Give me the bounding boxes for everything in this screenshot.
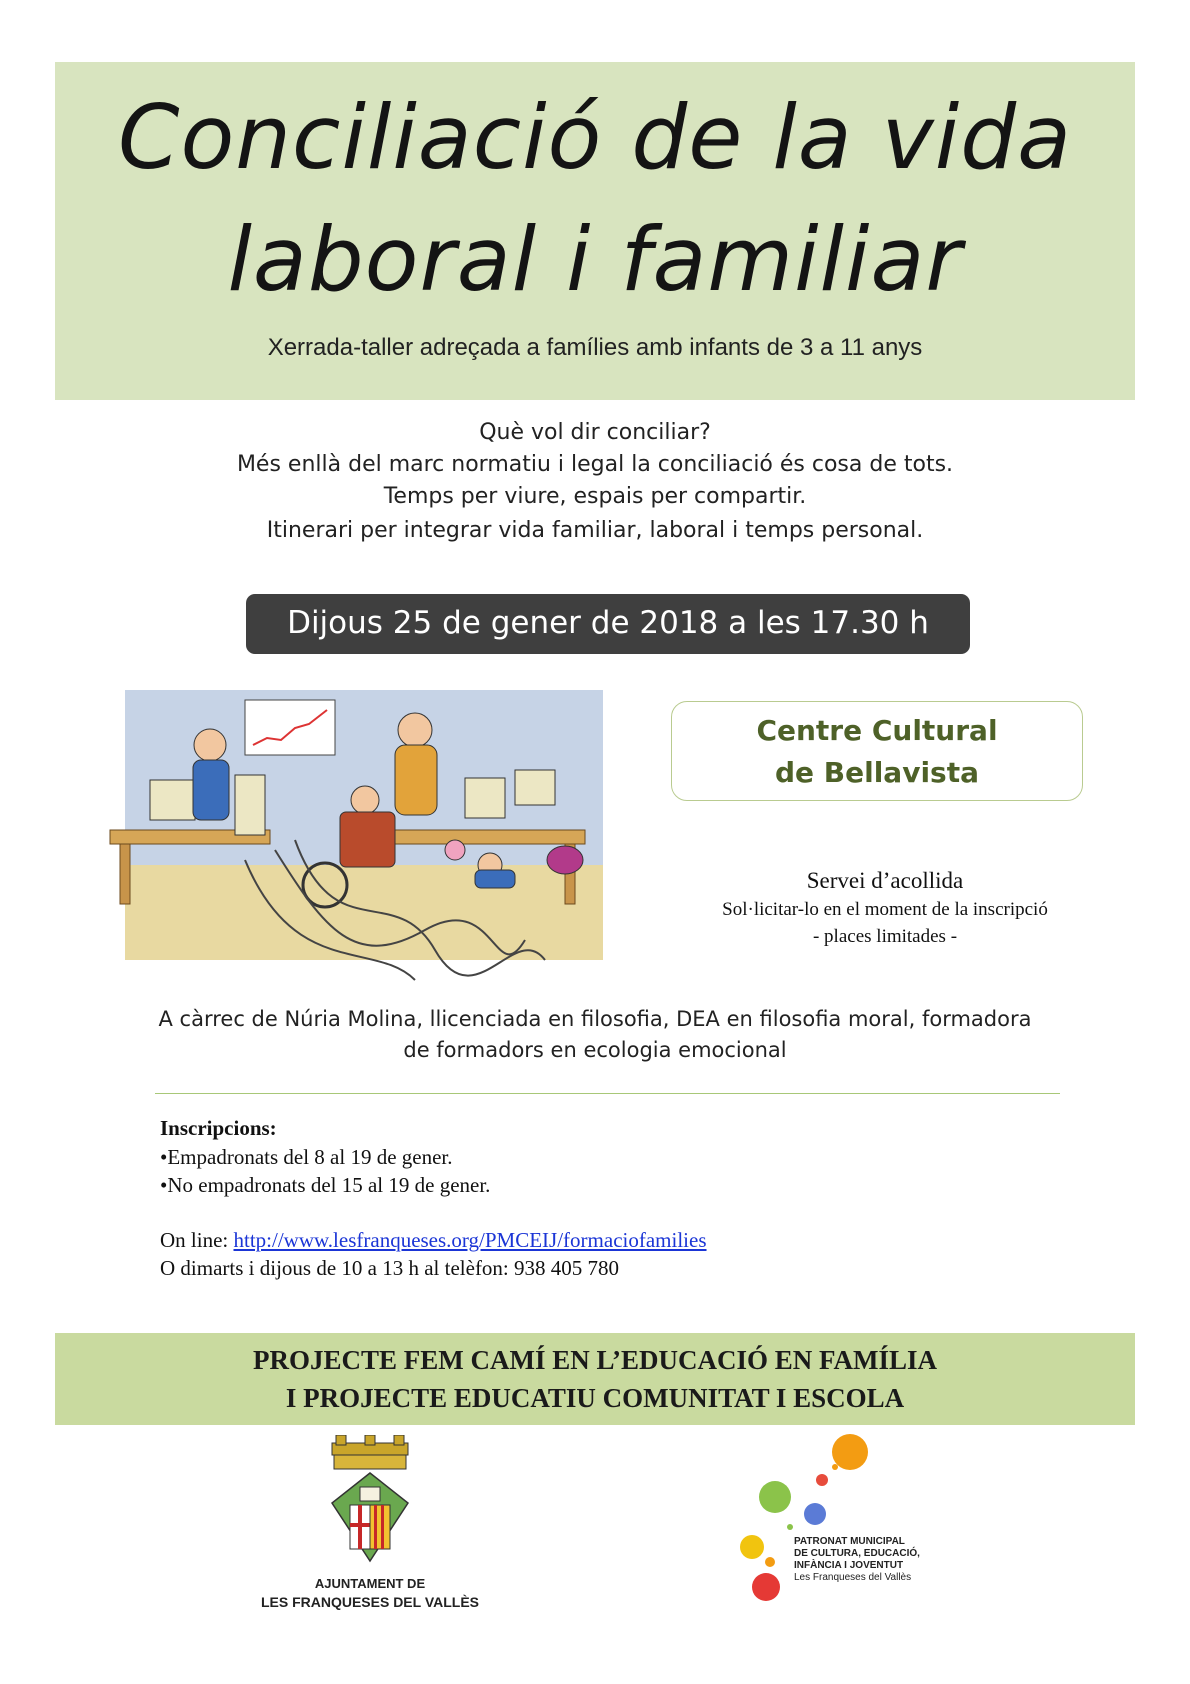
- intro-line: Què vol dir conciliar?: [479, 420, 711, 445]
- registration-item: •No empadronats del 15 al 19 de gener.: [160, 1173, 491, 1197]
- divider: [155, 1093, 1060, 1094]
- header-band: [55, 62, 1135, 400]
- online-registration: [160, 1228, 707, 1253]
- page-title: [55, 77, 1135, 321]
- subtitle: Xerrada-taller adreçada a famílies amb infants de 3 a 11 anys: [267, 334, 923, 361]
- registration-item: •Empadronats del 8 al 19 de gener.: [160, 1145, 453, 1169]
- venue-name: Centre Cultural: [756, 714, 998, 747]
- service-title: Servei d’acollida: [806, 868, 964, 893]
- title-line-1: Conciliació de la vida: [118, 86, 1072, 189]
- event-date: Dijous 25 de gener de 2018 a les 17.30 h: [287, 605, 929, 641]
- service-limit: - places limitades -: [812, 926, 958, 947]
- registration-heading: Inscripcions:: [160, 1116, 277, 1140]
- patronat-line: DE CULTURA, EDUCACIÓ,: [794, 1548, 920, 1559]
- patronat-text: [794, 1536, 920, 1584]
- patronat-line: INFÀNCIA I JOVENTUT: [794, 1560, 904, 1571]
- footer-line-1: PROJECTE FEM CAMÍ EN L’EDUCACIÓ EN FAMÍLIA: [252, 1345, 938, 1375]
- intro-line: Itinerari per integrar vida familiar, laboral i temps personal.: [266, 518, 924, 543]
- date-banner: [246, 594, 970, 654]
- patronat-line: Les Franqueses del Vallès: [794, 1572, 912, 1583]
- online-label: On line:: [160, 1228, 234, 1252]
- cartoon-illustration: [95, 690, 655, 995]
- ajuntament-line-2: LES FRANQUESES DEL VALLÈS: [260, 1594, 480, 1610]
- coat-of-arms-icon: [320, 1435, 420, 1565]
- speaker-info: [110, 1004, 1080, 1066]
- venue-location: de Bellavista: [775, 756, 979, 789]
- ajuntament-line-1: AJUNTAMENT DE: [314, 1576, 426, 1591]
- intro-line: Més enllà del marc normatiu i legal la conciliació és cosa de tots.: [236, 452, 954, 477]
- phone-info: O dimarts i dijous de 10 a 13 h al telèfon: 938 405 780: [160, 1256, 620, 1280]
- venue-box: [671, 701, 1083, 801]
- footer-line-2: I PROJECTE EDUCATIU COMUNITAT I ESCOLA: [285, 1383, 905, 1413]
- title-line-2: laboral i familiar: [227, 208, 963, 311]
- patronat-line: PATRONAT MUNICIPAL: [794, 1536, 905, 1547]
- footer-band: [55, 1333, 1135, 1425]
- registration-link[interactable]: http://www.lesfranqueses.org/PMCEIJ/formaciofamilies: [233, 1228, 707, 1252]
- service-note: Sol·licitar-lo en el moment de la inscripció: [722, 899, 1048, 920]
- speaker-line-2: de formadors en ecologia emocional: [403, 1038, 787, 1062]
- speaker-line-1: A càrrec de Núria Molina, llicenciada en filosofia, DEA en filosofia moral, formadora: [158, 1007, 1032, 1031]
- intro-line: Temps per viure, espais per compartir.: [383, 484, 807, 509]
